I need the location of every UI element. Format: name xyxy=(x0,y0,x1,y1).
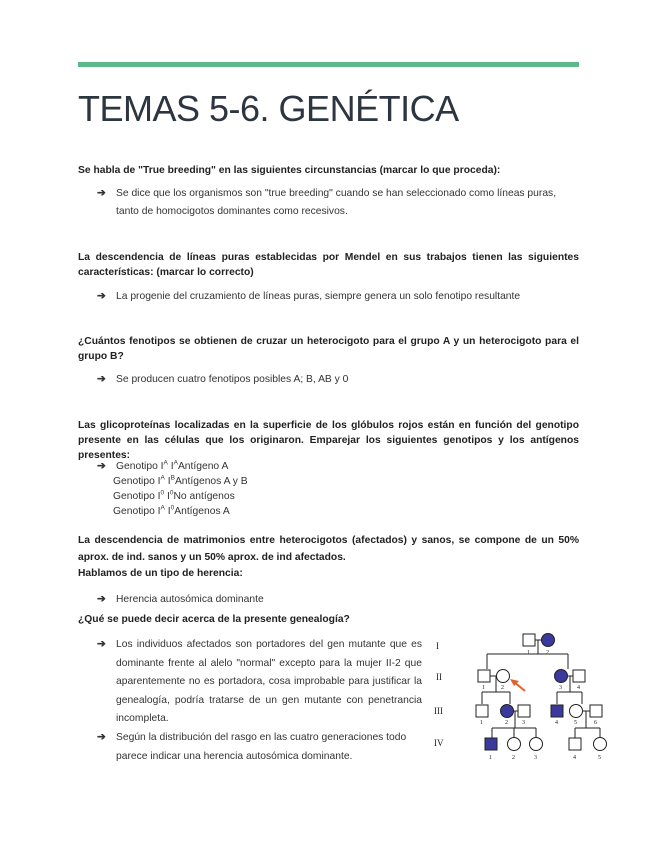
pedigree-male xyxy=(518,705,530,717)
pedigree-male-affected xyxy=(485,738,497,750)
arrow-icon: ➔ xyxy=(97,291,106,302)
pedigree-male xyxy=(573,670,585,682)
question-3: ¿Cuántos fenotipos se obtienen de cruzar un heterocigoto para el grupo A y un heterocigoto para el grupo B? xyxy=(78,336,579,362)
individual-number: 1 xyxy=(482,685,485,691)
individual-number: 4 xyxy=(555,720,558,726)
question-2: La descendencia de líneas puras establecidas por Mendel en sus trabajos tienen las siguientes características: (marcar lo correcto) xyxy=(78,252,579,278)
question-5-sub: Hablamos de un tipo de herencia: xyxy=(78,568,243,579)
answer-1: ➔ Se dice que los organismos son "true breeding" cuando se han seleccionado como líneas puras, tanto de homocigotos dominantes como recesivos. xyxy=(97,185,579,221)
individual-number: 2 xyxy=(546,650,549,656)
individual-number: 3 xyxy=(522,720,525,726)
generation-label: II xyxy=(436,672,442,682)
individual-number: 5 xyxy=(574,720,577,726)
individual-number: 4 xyxy=(573,755,576,761)
pedigree-male xyxy=(476,705,488,717)
individual-number: 3 xyxy=(559,685,562,691)
pedigree-male-affected xyxy=(551,705,563,717)
individual-number: 2 xyxy=(505,720,508,726)
pedigree-female xyxy=(508,738,521,751)
arrow-icon: ➔ xyxy=(97,461,106,472)
individual-number: 2 xyxy=(512,755,515,761)
genotype-row: Genotipo $I^A$ $I^0Antígenos$ A xyxy=(113,504,230,517)
individual-number: 2 xyxy=(501,685,504,691)
question-4: Las glicoproteínas localizadas en la superficie de los glóbulos rojos están en función del genotipo presente en las células que los originaron. Emparejar los siguientes genotipos y los antígenos presentes: xyxy=(78,420,579,461)
generation-label: III xyxy=(434,706,443,716)
answer-6a: ➔ Los individuos afectados son portadores del gen mutante que es dominante frente al alelo "normal" excepto para la mujer II-2 que aparentemente no es portadora, cosa improbable para justificar la genealogía, podría tratarse de un gen mutante con penetrancia incompleta. xyxy=(97,636,422,729)
genotype-row: Genotipo $I^A$ $I^BAntígenos$ A y B xyxy=(113,474,248,487)
header-rule xyxy=(78,62,579,67)
individual-number: 1 xyxy=(527,650,530,656)
generation-label: I xyxy=(436,641,439,651)
arrow-icon: ➔ xyxy=(97,374,106,385)
individual-number: 5 xyxy=(598,755,601,761)
pedigree-male xyxy=(569,738,581,750)
pedigree-male xyxy=(590,705,602,717)
individual-number: 1 xyxy=(480,720,483,726)
pedigree-female xyxy=(497,670,510,683)
pedigree-female-affected xyxy=(501,705,514,718)
pedigree-female xyxy=(594,738,607,751)
pedigree-male xyxy=(523,634,535,646)
individual-number: 3 xyxy=(534,755,537,761)
genotype-row: Genotipo $I^A$ $I^AAntígeno$ A xyxy=(116,459,229,472)
arrow-icon: ➔ xyxy=(97,732,106,743)
generation-label: IV xyxy=(434,738,444,748)
page-title: TEMAS 5-6. GENÉTICA xyxy=(78,88,459,129)
individual-number: 4 xyxy=(577,685,580,691)
arrow-icon: ➔ xyxy=(97,639,106,650)
question-5: La descendencia de matrimonios entre heterocigotos (afectados) y sanos, se compone de un 50% aprox. de ind. sanos y un 50% aprox. de ind afectados. xyxy=(78,535,579,563)
answer-2: ➔ La progenie del cruzamiento de líneas puras, siempre genera un solo fenotipo resultante xyxy=(97,288,579,306)
pointer-arrow-icon xyxy=(510,679,525,691)
genotype-row: Genotipo $I^0$ $I^0No$ antígenos xyxy=(113,489,235,502)
question-6: ¿Qué se puede decir acerca de la presente genealogía? xyxy=(78,614,350,625)
individual-number: 1 xyxy=(489,755,492,761)
pedigree-male xyxy=(478,670,490,682)
answer-5: ➔ Herencia autosómica dominante xyxy=(97,591,579,609)
individual-number: 6 xyxy=(594,720,597,726)
arrow-icon: ➔ xyxy=(97,594,106,605)
pedigree-female-affected xyxy=(555,670,568,683)
answer-6b: ➔ Según la distribución del rasgo en las cuatro generaciones todo parece indicar una herencia autosómica dominante. xyxy=(97,729,422,766)
pedigree-female xyxy=(530,738,543,751)
pedigree-female-affected xyxy=(542,634,555,647)
answer-3: ➔ Se producen cuatro fenotipos posibles A; B, AB y 0 xyxy=(97,371,579,389)
pedigree-diagram xyxy=(430,628,620,768)
arrow-icon: ➔ xyxy=(97,188,106,199)
pedigree-female xyxy=(570,705,583,718)
question-1: Se habla de "True breeding" en las siguientes circunstancias (marcar lo que proceda): xyxy=(78,165,501,176)
